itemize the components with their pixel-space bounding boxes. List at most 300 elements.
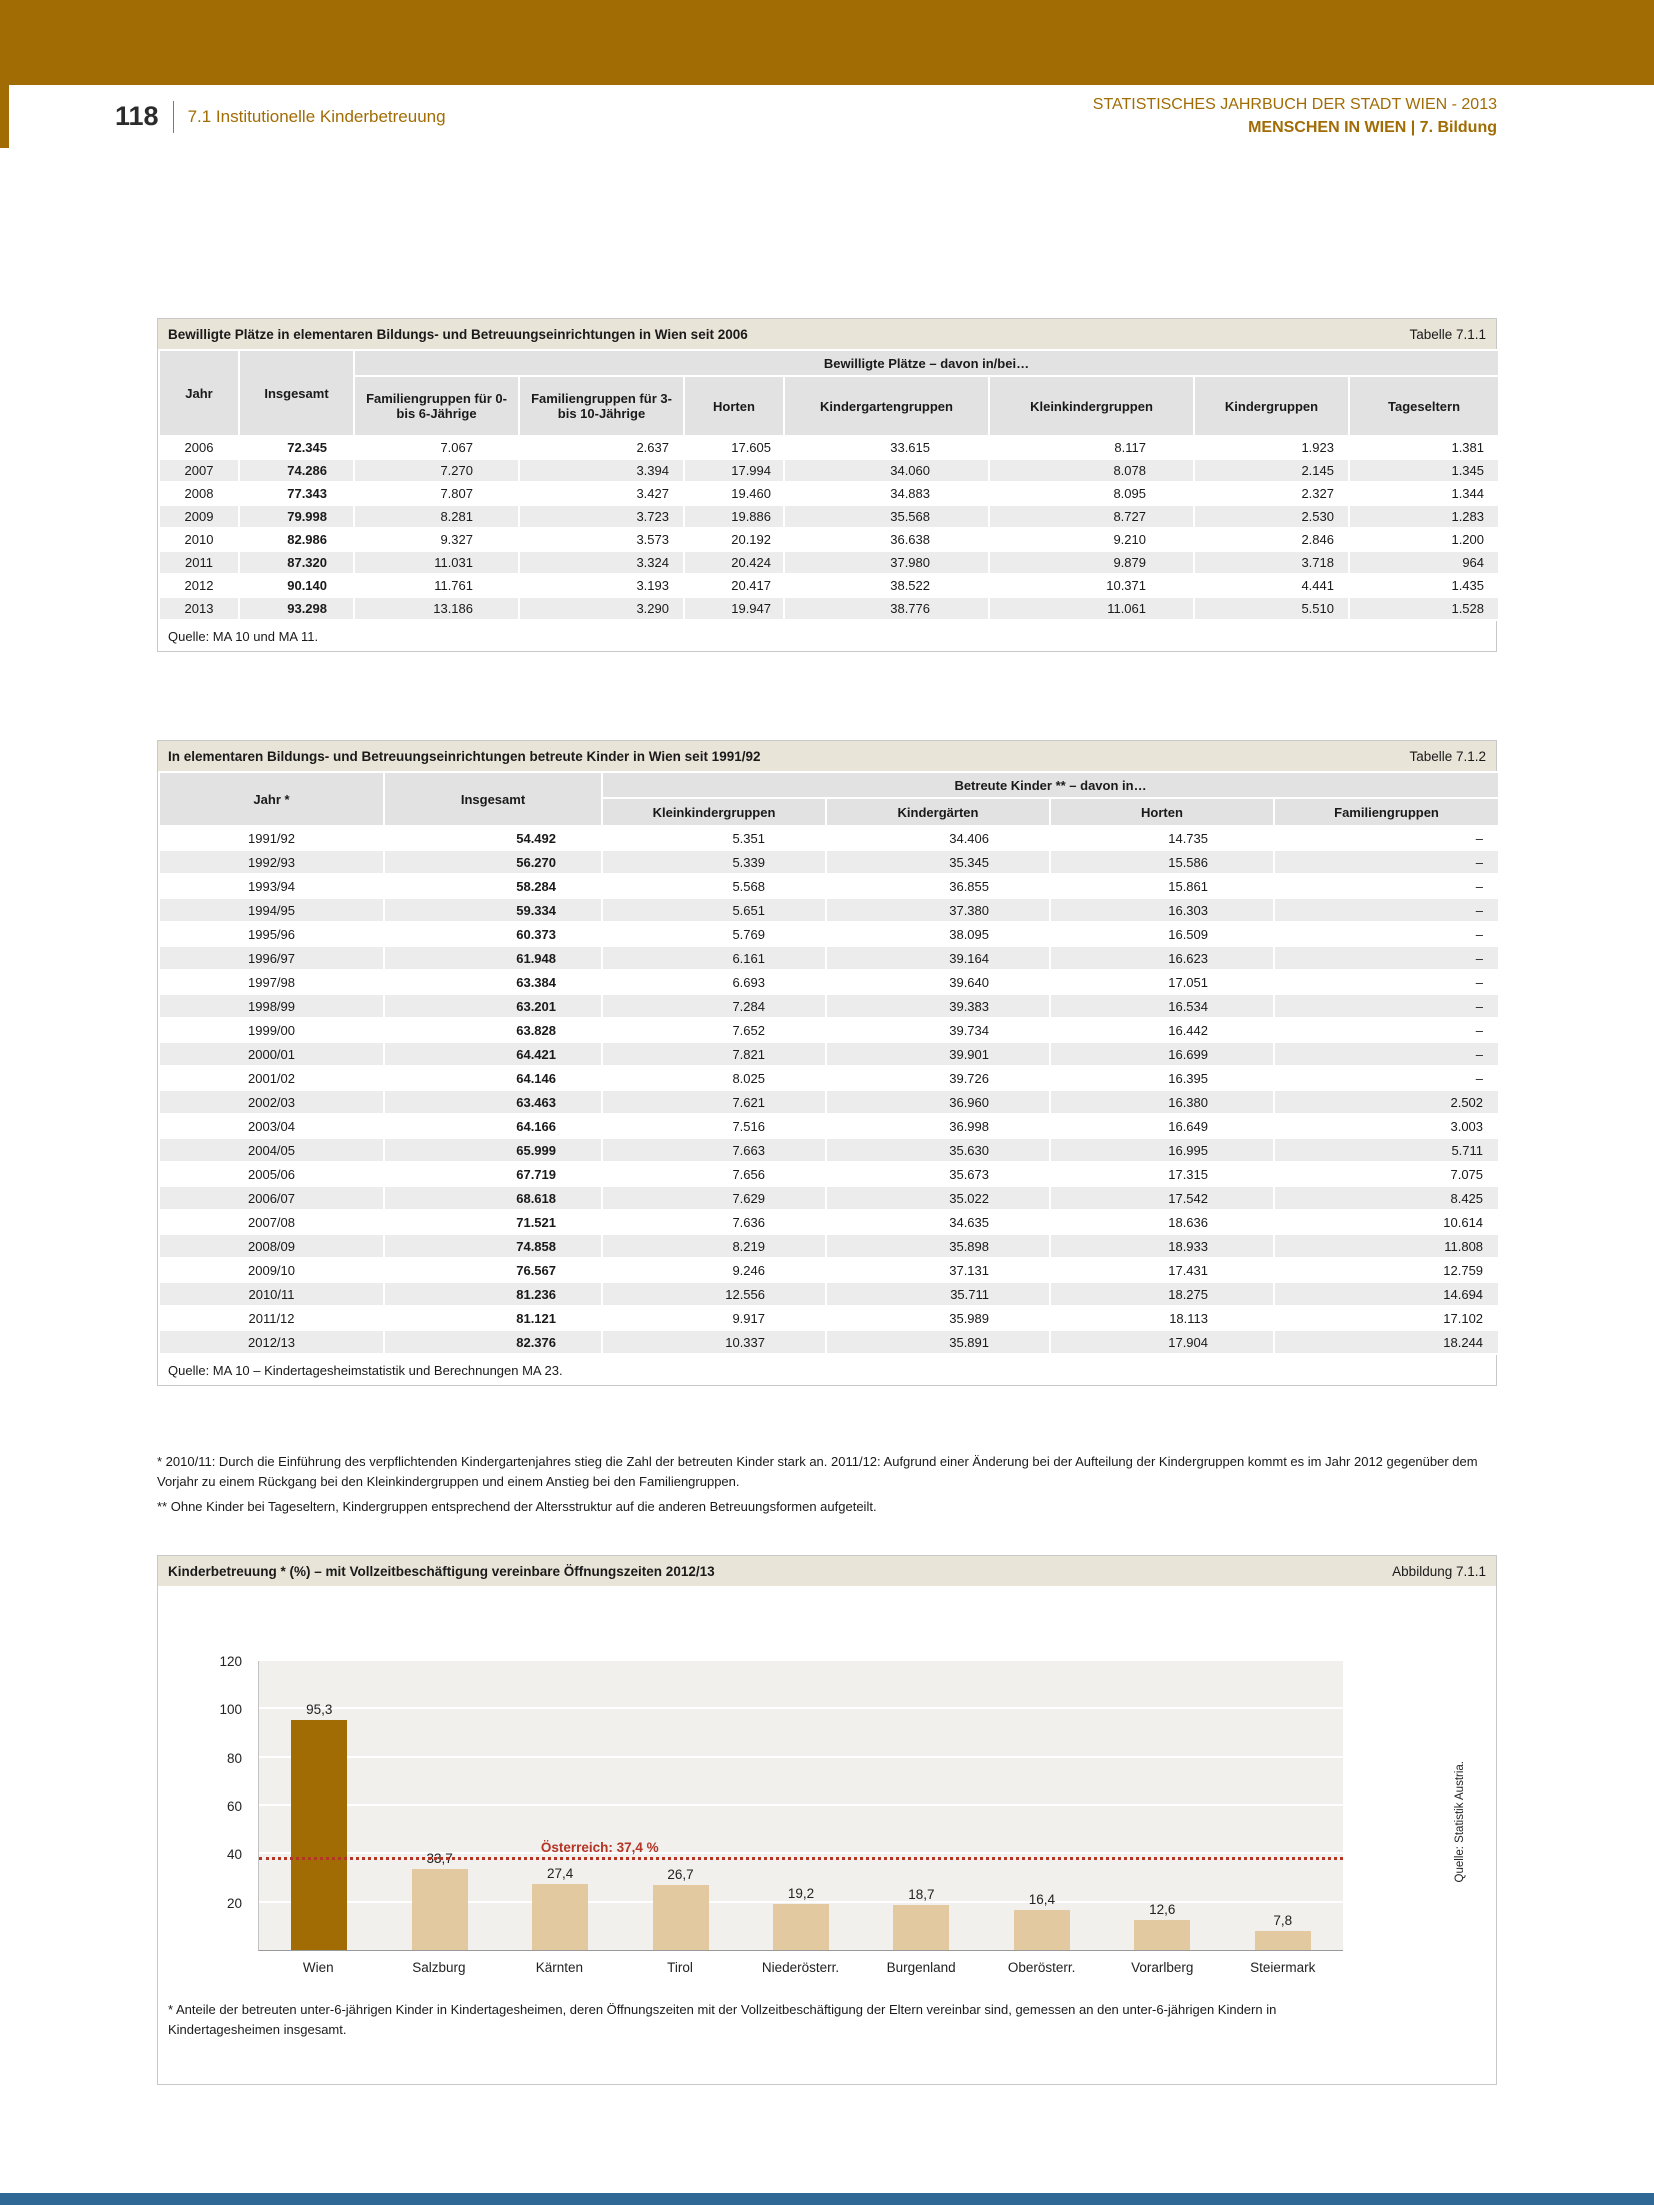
- table-row: [159, 1018, 1499, 1042]
- table-cell: 17.605: [684, 436, 784, 459]
- table-cell: –: [1274, 922, 1499, 946]
- table-cell: 7.284: [602, 994, 826, 1018]
- table-7-1-1: [158, 349, 1500, 621]
- table-cell: 9.327: [354, 528, 519, 551]
- bar-slot: [1223, 1913, 1343, 1950]
- table-row: [159, 898, 1499, 922]
- table-tag: Tabelle 7.1.2: [1409, 748, 1486, 764]
- figure-tag: Abbildung 7.1.1: [1392, 1563, 1486, 1579]
- table-cell: 2001/02: [159, 1066, 384, 1090]
- table-cell: –: [1274, 1018, 1499, 1042]
- table-cell: 2009/10: [159, 1258, 384, 1282]
- table-cell: 2006: [159, 436, 239, 459]
- table-cell: 2004/05: [159, 1138, 384, 1162]
- table-cell: 7.807: [354, 482, 519, 505]
- bar-slot: [500, 1866, 620, 1950]
- table-cell: 16.623: [1050, 946, 1274, 970]
- table-cell: 34.060: [784, 459, 989, 482]
- table-cell: 5.711: [1274, 1138, 1499, 1162]
- table-cell: 1.528: [1349, 597, 1499, 620]
- table-cell: 20.192: [684, 528, 784, 551]
- table-cell: 11.031: [354, 551, 519, 574]
- table-cell: 18.244: [1274, 1330, 1499, 1354]
- table-cell: 12.556: [602, 1282, 826, 1306]
- table-cell: 17.315: [1050, 1162, 1274, 1186]
- table-cell: –: [1274, 898, 1499, 922]
- table-cell: 18.275: [1050, 1282, 1274, 1306]
- table-cell: 82.986: [239, 528, 354, 551]
- x-axis-category-label: Wien: [302, 1960, 334, 1975]
- section-title: 7.1 Institutionelle Kinderbetreuung: [187, 106, 446, 126]
- table-cell: 64.146: [384, 1066, 602, 1090]
- table-cell: 16.649: [1050, 1114, 1274, 1138]
- table-row: [159, 597, 1499, 620]
- column-header-jahr: Jahr: [159, 350, 239, 436]
- table-row: [159, 1186, 1499, 1210]
- table-row: [159, 874, 1499, 898]
- table-cell: 2012: [159, 574, 239, 597]
- column-header: Familiengruppen: [1274, 798, 1499, 826]
- table-cell: 14.735: [1050, 826, 1274, 850]
- bar-value-label: 16,4: [1028, 1892, 1055, 1908]
- table-row: [159, 551, 1499, 574]
- table-cell: 10.371: [989, 574, 1194, 597]
- table-cell: 39.734: [826, 1018, 1050, 1042]
- table-cell: 1997/98: [159, 970, 384, 994]
- table-cell: 59.334: [384, 898, 602, 922]
- table-cell: 38.776: [784, 597, 989, 620]
- table-cell: 1992/93: [159, 850, 384, 874]
- table-cell: 9.246: [602, 1258, 826, 1282]
- table-cell: 35.898: [826, 1234, 1050, 1258]
- table-cell: 63.828: [384, 1018, 602, 1042]
- table-cell: 37.131: [826, 1258, 1050, 1282]
- table-cell: 7.629: [602, 1186, 826, 1210]
- y-axis-tick-label: 80: [226, 1750, 242, 1766]
- table-cell: 4.441: [1194, 574, 1349, 597]
- table-cell: 14.694: [1274, 1282, 1499, 1306]
- top-color-band: [0, 0, 1654, 85]
- table-row: [159, 528, 1499, 551]
- table-cell: 8.727: [989, 505, 1194, 528]
- table-cell: 7.821: [602, 1042, 826, 1066]
- table-cell: 17.542: [1050, 1186, 1274, 1210]
- table-cell: 35.022: [826, 1186, 1050, 1210]
- table-cell: 15.861: [1050, 874, 1274, 898]
- table-cell: 7.656: [602, 1162, 826, 1186]
- table-row: [159, 946, 1499, 970]
- table-cell: 54.492: [384, 826, 602, 850]
- table-cell: 2.530: [1194, 505, 1349, 528]
- table-cell: 1.344: [1349, 482, 1499, 505]
- table-row: [159, 482, 1499, 505]
- table-cell: 17.051: [1050, 970, 1274, 994]
- x-axis-labels: [258, 1960, 1343, 1975]
- table-cell: 61.948: [384, 946, 602, 970]
- table-cell: 76.567: [384, 1258, 602, 1282]
- table-cell: 2002/03: [159, 1090, 384, 1114]
- bar-value-label: 95,3: [306, 1701, 333, 1717]
- table-row: [159, 1066, 1499, 1090]
- chart-bar: [291, 1720, 347, 1950]
- table-cell: 3.290: [519, 597, 684, 620]
- table-cell: 20.424: [684, 551, 784, 574]
- table-cell: 16.303: [1050, 898, 1274, 922]
- table-cell: 82.376: [384, 1330, 602, 1354]
- bars-container: [259, 1661, 1343, 1950]
- table-cell: 16.380: [1050, 1090, 1274, 1114]
- chart-footnote: * Anteile der betreuten unter-6-jährigen Kinder in Kindertagesheimen, deren Öffnungszeiten mit der Vollzeitbeschäftigung der Eltern vereinbar sind, gemessen an den unter-6-jährigen Kindern in Kindertagesheimen insgesamt.: [168, 2002, 1277, 2037]
- table-row: [159, 1258, 1499, 1282]
- table-cell: 19.460: [684, 482, 784, 505]
- table-cell: 1994/95: [159, 898, 384, 922]
- x-axis-category-label: Vorarlberg: [1131, 1960, 1194, 1975]
- table-cell: 11.061: [989, 597, 1194, 620]
- table-cell: 17.431: [1050, 1258, 1274, 1282]
- table-cell: 79.998: [239, 505, 354, 528]
- austria-reference-line: [259, 1857, 1343, 1860]
- table-cell: 7.516: [602, 1114, 826, 1138]
- table-cell: 8.281: [354, 505, 519, 528]
- table-cell: 3.324: [519, 551, 684, 574]
- table-cell: 20.417: [684, 574, 784, 597]
- table-row: [159, 1330, 1499, 1354]
- table-cell: 58.284: [384, 874, 602, 898]
- table-cell: 67.719: [384, 1162, 602, 1186]
- table-cell: 36.998: [826, 1114, 1050, 1138]
- table-title: Bewilligte Plätze in elementaren Bildungs- und Betreuungseinrichtungen in Wien seit 2006: [168, 326, 748, 342]
- table-cell: 7.621: [602, 1090, 826, 1114]
- x-axis-category-label: Salzburg: [412, 1960, 466, 1975]
- column-header: Kindergartengruppen: [784, 376, 989, 436]
- table-source: Quelle: MA 10 und MA 11.: [158, 621, 1496, 651]
- table-cell: 19.947: [684, 597, 784, 620]
- page-header-right: [1093, 94, 1497, 139]
- table-cell: 63.201: [384, 994, 602, 1018]
- table-cell: 2007/08: [159, 1210, 384, 1234]
- column-header: Kindergruppen: [1194, 376, 1349, 436]
- table-cell: 2007: [159, 459, 239, 482]
- table-cell: 34.635: [826, 1210, 1050, 1234]
- table-cell: 2008: [159, 482, 239, 505]
- table-cell: 1.435: [1349, 574, 1499, 597]
- table-cell: 39.726: [826, 1066, 1050, 1090]
- x-axis-category-label: Tirol: [667, 1960, 693, 1975]
- table-cell: 1991/92: [159, 826, 384, 850]
- table-cell: 16.442: [1050, 1018, 1274, 1042]
- table-cell: 1996/97: [159, 946, 384, 970]
- y-axis-tick-label: 120: [219, 1654, 242, 1669]
- chart-bar: [1014, 1910, 1070, 1950]
- table-cell: 36.638: [784, 528, 989, 551]
- table-cell: 3.003: [1274, 1114, 1499, 1138]
- table-cell: 56.270: [384, 850, 602, 874]
- table-cell: 9.879: [989, 551, 1194, 574]
- bar-value-label: 33,7: [426, 1850, 453, 1866]
- column-header-insgesamt: Insgesamt: [239, 350, 354, 436]
- chart-bar: [653, 1885, 709, 1950]
- table-7-1-1-title-bar: [158, 319, 1496, 349]
- bar-slot: [741, 1886, 861, 1950]
- table-cell: 35.711: [826, 1282, 1050, 1306]
- table-cell: 8.219: [602, 1234, 826, 1258]
- y-axis-tick-label: 20: [226, 1895, 242, 1911]
- table-row: [159, 1234, 1499, 1258]
- table-cell: 16.995: [1050, 1138, 1274, 1162]
- table-cell: 36.855: [826, 874, 1050, 898]
- table-cell: 18.933: [1050, 1234, 1274, 1258]
- table-cell: 15.586: [1050, 850, 1274, 874]
- table-cell: 74.286: [239, 459, 354, 482]
- header-divider: [173, 101, 174, 133]
- bar-value-label: 18,7: [908, 1886, 935, 1902]
- column-header: Familiengruppen für 3- bis 10-Jährige: [519, 376, 684, 436]
- table-cell: 39.901: [826, 1042, 1050, 1066]
- table-cell: 2.145: [1194, 459, 1349, 482]
- table-cell: –: [1274, 970, 1499, 994]
- y-axis-labels: [208, 1654, 252, 1951]
- table-cell: 8.025: [602, 1066, 826, 1090]
- y-axis-tick-label: 60: [226, 1799, 242, 1814]
- table-cell: 74.858: [384, 1234, 602, 1258]
- table-cell: 1.200: [1349, 528, 1499, 551]
- table-row: [159, 826, 1499, 850]
- y-axis-tick-label: 40: [226, 1847, 242, 1863]
- table-row: [159, 1210, 1499, 1234]
- table-cell: 1.381: [1349, 436, 1499, 459]
- bar-slot: [379, 1851, 499, 1950]
- yearbook-title: STATISTISCHES JAHRBUCH DER STADT WIEN - 2013: [1092, 96, 1497, 114]
- table-cell: 87.320: [239, 551, 354, 574]
- table-cell: 33.615: [784, 436, 989, 459]
- table-cell: 7.067: [354, 436, 519, 459]
- bar-value-label: 27,4: [546, 1865, 574, 1881]
- column-header: Tageseltern: [1349, 376, 1499, 436]
- table-cell: 7.652: [602, 1018, 826, 1042]
- table-footnotes: [157, 1452, 1497, 1517]
- column-header: Horten: [684, 376, 784, 436]
- table-cell: 6.161: [602, 946, 826, 970]
- table-cell: 2009: [159, 505, 239, 528]
- column-header: Kleinkindergruppen: [602, 798, 826, 826]
- table-cell: 5.510: [1194, 597, 1349, 620]
- table-cell: 37.980: [784, 551, 989, 574]
- chart-bar: [773, 1904, 829, 1950]
- table-cell: 35.568: [784, 505, 989, 528]
- table-cell: –: [1274, 874, 1499, 898]
- table-cell: 64.421: [384, 1042, 602, 1066]
- table-row: [159, 1282, 1499, 1306]
- table-cell: 2013: [159, 597, 239, 620]
- table-cell: 9.917: [602, 1306, 826, 1330]
- group-column-header: Bewilligte Plätze – davon in/bei…: [354, 350, 1499, 376]
- table-cell: 34.406: [826, 826, 1050, 850]
- table-7-1-2: [158, 771, 1500, 1355]
- table-cell: 35.345: [826, 850, 1050, 874]
- table-cell: –: [1274, 826, 1499, 850]
- bar-slot: [259, 1702, 379, 1950]
- table-cell: 2011: [159, 551, 239, 574]
- table-cell: 10.337: [602, 1330, 826, 1354]
- table-cell: 65.999: [384, 1138, 602, 1162]
- table-cell: 16.395: [1050, 1066, 1274, 1090]
- table-cell: 5.351: [602, 826, 826, 850]
- table-cell: 77.343: [239, 482, 354, 505]
- table-row: [159, 1114, 1499, 1138]
- x-axis-category-label: Kärnten: [535, 1960, 584, 1975]
- table-cell: 1.923: [1194, 436, 1349, 459]
- group-column-header: Betreute Kinder ** – davon in…: [602, 772, 1499, 798]
- page-number: 118: [115, 101, 159, 131]
- table-cell: 2005/06: [159, 1162, 384, 1186]
- table-cell: 2.637: [519, 436, 684, 459]
- table-cell: 2.846: [1194, 528, 1349, 551]
- table-cell: 81.236: [384, 1282, 602, 1306]
- column-header: Horten: [1050, 798, 1274, 826]
- table-cell: 38.522: [784, 574, 989, 597]
- table-cell: 16.534: [1050, 994, 1274, 1018]
- bar-value-label: 12,6: [1149, 1901, 1176, 1917]
- table-cell: 39.164: [826, 946, 1050, 970]
- table-cell: 1995/96: [159, 922, 384, 946]
- table-row: [159, 850, 1499, 874]
- table-row: [159, 505, 1499, 528]
- table-cell: 17.904: [1050, 1330, 1274, 1354]
- table-cell: 19.886: [684, 505, 784, 528]
- y-axis-tick-label: 100: [219, 1702, 242, 1718]
- table-cell: –: [1274, 994, 1499, 1018]
- page-header: [115, 85, 1497, 148]
- chart-source: Quelle: Statistik Austria.: [1454, 1761, 1466, 1883]
- table-cell: 2003/04: [159, 1114, 384, 1138]
- table-row: [159, 459, 1499, 482]
- table-cell: 13.186: [354, 597, 519, 620]
- bar-slot: [861, 1887, 981, 1950]
- table-cell: 72.345: [239, 436, 354, 459]
- table-cell: 2008/09: [159, 1234, 384, 1258]
- table-cell: 3.394: [519, 459, 684, 482]
- table-cell: 7.636: [602, 1210, 826, 1234]
- table-cell: 5.651: [602, 898, 826, 922]
- chart-bar: [1255, 1931, 1311, 1950]
- table-cell: 16.509: [1050, 922, 1274, 946]
- table-cell: 35.630: [826, 1138, 1050, 1162]
- table-cell: –: [1274, 1042, 1499, 1066]
- table-cell: 2000/01: [159, 1042, 384, 1066]
- table-cell: 8.117: [989, 436, 1194, 459]
- table-source: Quelle: MA 10 – Kindertagesheimstatistik und Berechnungen MA 23.: [158, 1355, 1496, 1385]
- table-cell: 1993/94: [159, 874, 384, 898]
- table-cell: 63.463: [384, 1090, 602, 1114]
- table-row: [159, 1090, 1499, 1114]
- table-cell: 3.427: [519, 482, 684, 505]
- table-cell: 3.723: [519, 505, 684, 528]
- table-cell: 12.759: [1274, 1258, 1499, 1282]
- chart-bar: [1134, 1920, 1190, 1950]
- page-header-left: [115, 101, 446, 133]
- table-row: [159, 1306, 1499, 1330]
- table-title: In elementaren Bildungs- und Betreuungseinrichtungen betreute Kinder in Wien seit 1991/92: [168, 748, 761, 764]
- table-row: [159, 1042, 1499, 1066]
- table-cell: –: [1274, 946, 1499, 970]
- table-tag: Tabelle 7.1.1: [1409, 326, 1486, 342]
- table-cell: 1.345: [1349, 459, 1499, 482]
- table-cell: 8.095: [989, 482, 1194, 505]
- table-cell: 81.121: [384, 1306, 602, 1330]
- table-cell: 34.883: [784, 482, 989, 505]
- table-cell: 3.573: [519, 528, 684, 551]
- table-cell: 2.502: [1274, 1090, 1499, 1114]
- table-cell: 18.113: [1050, 1306, 1274, 1330]
- figure-7-1-1-title-bar: [158, 1556, 1496, 1586]
- table-cell: 7.663: [602, 1138, 826, 1162]
- table-cell: 3.193: [519, 574, 684, 597]
- table-cell: 964: [1349, 551, 1499, 574]
- table-cell: 2010: [159, 528, 239, 551]
- table-7-1-2-section: [157, 740, 1497, 1386]
- footnote-double-asterisk: ** Ohne Kinder bei Tageseltern, Kindergruppen entsprechend der Altersstruktur auf die anderen Betreuungsformen aufgeteilt.: [157, 1499, 877, 1514]
- table-cell: 6.693: [602, 970, 826, 994]
- table-cell: –: [1274, 1066, 1499, 1090]
- table-cell: 5.339: [602, 850, 826, 874]
- table-7-1-1-section: [157, 318, 1497, 652]
- table-cell: 2010/11: [159, 1282, 384, 1306]
- table-row: [159, 1138, 1499, 1162]
- table-cell: 93.298: [239, 597, 354, 620]
- table-cell: 39.383: [826, 994, 1050, 1018]
- bar-slot: [620, 1867, 740, 1950]
- table-cell: 36.960: [826, 1090, 1050, 1114]
- table-cell: 5.568: [602, 874, 826, 898]
- table-cell: 1.283: [1349, 505, 1499, 528]
- table-row: [159, 436, 1499, 459]
- column-header-jahr: Jahr *: [159, 772, 384, 826]
- table-cell: 63.384: [384, 970, 602, 994]
- table-row: [159, 994, 1499, 1018]
- table-7-1-2-title-bar: [158, 741, 1496, 771]
- footnote-asterisk: * 2010/11: Durch die Einführung des verpflichtenden Kindergartenjahres stieg die Zahl der betreuten Kinder stark an. 2011/12: Aufgrund einer Änderung bei der Aufteilung der Kindergruppen kommt es im Jahr 2012 gegenüber dem Vorjahr zu einem Rückgang bei den Kleinkindergruppen und einem Anstieg bei den Familiengruppen.: [157, 1454, 1478, 1489]
- bar-slot: [982, 1892, 1102, 1950]
- table-cell: 16.699: [1050, 1042, 1274, 1066]
- table-cell: 2006/07: [159, 1186, 384, 1210]
- table-cell: 39.640: [826, 970, 1050, 994]
- table-cell: 68.618: [384, 1186, 602, 1210]
- table-cell: 9.210: [989, 528, 1194, 551]
- table-cell: 37.380: [826, 898, 1050, 922]
- table-cell: 2012/13: [159, 1330, 384, 1354]
- table-cell: 64.166: [384, 1114, 602, 1138]
- table-cell: 10.614: [1274, 1210, 1499, 1234]
- bar-value-label: 26,7: [667, 1867, 694, 1883]
- table-cell: 2011/12: [159, 1306, 384, 1330]
- table-cell: 35.673: [826, 1162, 1050, 1186]
- table-cell: 35.989: [826, 1306, 1050, 1330]
- figure-title: Kinderbetreuung * (%) – mit Vollzeitbeschäftigung vereinbare Öffnungszeiten 2012/13: [168, 1563, 715, 1579]
- table-row: [159, 922, 1499, 946]
- table-cell: 17.102: [1274, 1306, 1499, 1330]
- table-cell: 7.270: [354, 459, 519, 482]
- x-axis-category-label: Steiermark: [1250, 1960, 1316, 1975]
- austria-reference-label: Österreich: 37,4 %: [540, 1839, 659, 1855]
- column-header: Kleinkindergruppen: [989, 376, 1194, 436]
- table-cell: 2.327: [1194, 482, 1349, 505]
- table-cell: 11.761: [354, 574, 519, 597]
- table-cell: 38.095: [826, 922, 1050, 946]
- table-cell: 71.521: [384, 1210, 602, 1234]
- table-row: [159, 574, 1499, 597]
- chart-bar: [532, 1884, 588, 1950]
- table-cell: 11.808: [1274, 1234, 1499, 1258]
